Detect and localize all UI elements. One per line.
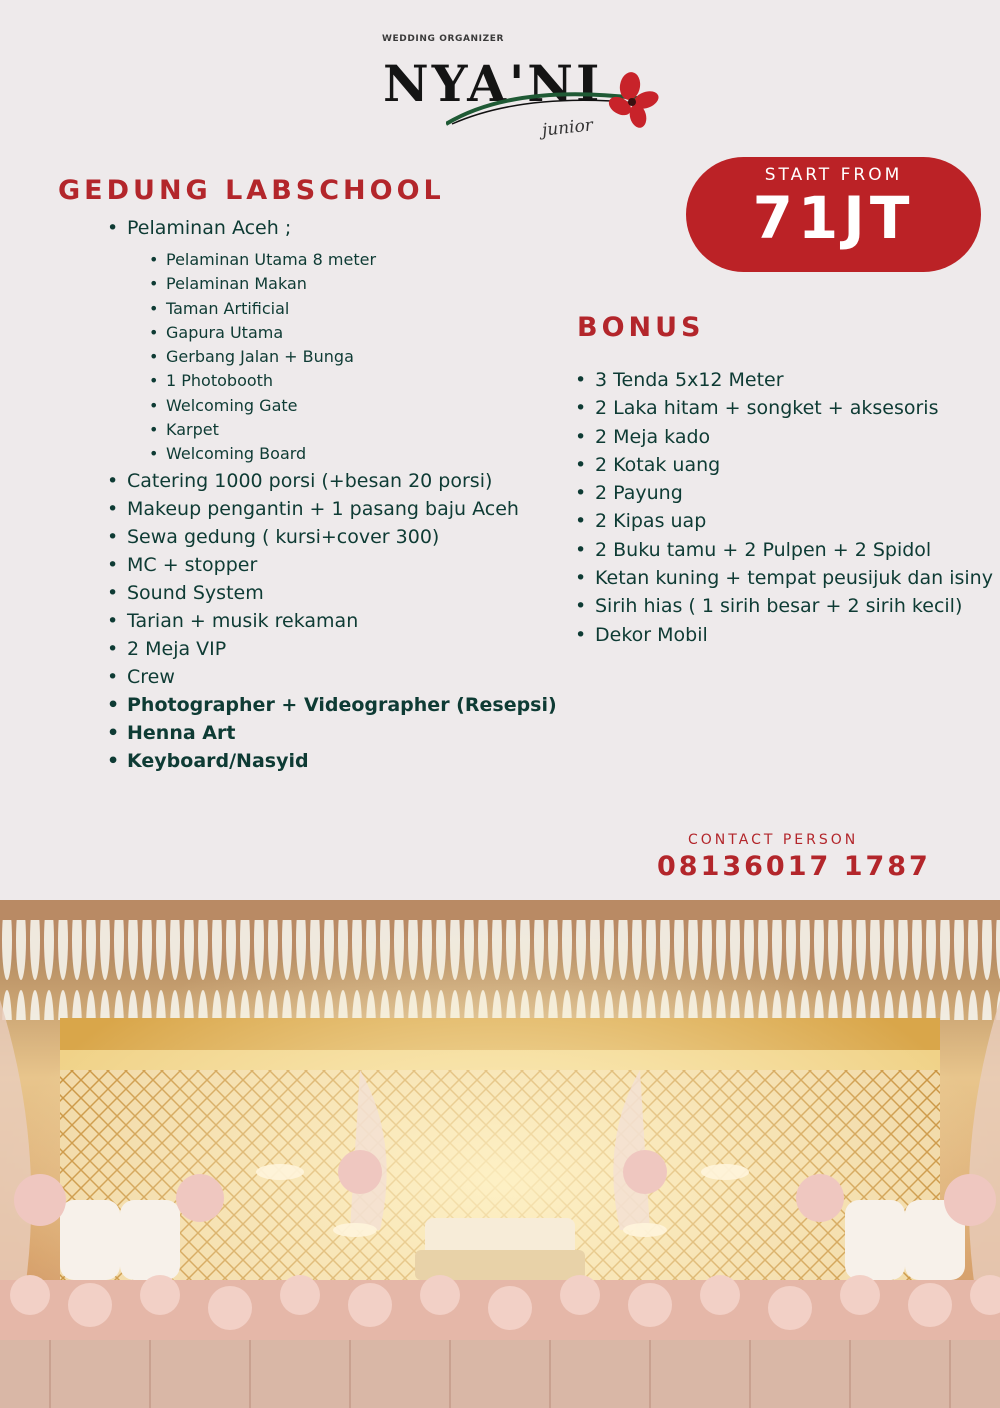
list-item: • 2 Meja kado bbox=[595, 423, 1000, 451]
list-item: • Dekor Mobil bbox=[595, 621, 1000, 649]
pelaminan-sublist bbox=[166, 248, 607, 467]
price-label: START FROM bbox=[764, 165, 903, 185]
list-item: • Pelaminan Utama 8 meter bbox=[166, 248, 607, 272]
list-item bbox=[127, 214, 607, 467]
list-item: • Sewa gedung ( kursi+cover 300) bbox=[127, 523, 607, 551]
list-item: • Catering 1000 porsi (+besan 20 porsi) bbox=[127, 467, 607, 495]
package-list bbox=[127, 214, 607, 775]
list-item: • MC + stopper bbox=[127, 551, 607, 579]
logo-tagline: WEDDING ORGANIZER bbox=[382, 34, 505, 44]
list-item: • Welcoming Board bbox=[166, 442, 607, 466]
wedding-decoration-photo bbox=[0, 900, 1000, 1408]
list-item: • Henna Art bbox=[127, 719, 607, 747]
list-item: • Taman Artificial bbox=[166, 297, 607, 321]
list-item: • Gerbang Jalan + Bunga bbox=[166, 345, 607, 369]
contact-number: 08136017 1787 bbox=[657, 851, 931, 882]
venue-title: GEDUNG LABSCHOOL bbox=[58, 175, 445, 206]
list-item: • Gapura Utama bbox=[166, 321, 607, 345]
list-item: • 3 Tenda 5x12 Meter bbox=[595, 366, 1000, 394]
list-item: • 2 Kipas uap bbox=[595, 507, 1000, 535]
list-item: • 2 Laka hitam + songket + aksesoris bbox=[595, 394, 1000, 422]
list-item: • 2 Kotak uang bbox=[595, 451, 1000, 479]
list-item: • Sirih hias ( 1 sirih besar + 2 sirih kecil) bbox=[595, 592, 1000, 620]
contact-label: CONTACT PERSON bbox=[688, 832, 859, 848]
list-item: • Keyboard/Nasyid bbox=[127, 747, 607, 775]
brand-logo: NYA'NI bbox=[383, 54, 603, 113]
list-item: • Photographer + Videographer (Resepsi) bbox=[127, 691, 607, 719]
list-item: • Pelaminan Makan bbox=[166, 272, 607, 296]
list-item: • Ketan kuning + tempat peusijuk dan isiny bbox=[595, 564, 1000, 592]
flower-logo-icon bbox=[598, 72, 660, 130]
list-item: • Makeup pengantin + 1 pasang baju Aceh bbox=[127, 495, 607, 523]
sub-brand: junior bbox=[541, 115, 594, 141]
pelaminan-label: Pelaminan Aceh ; bbox=[127, 217, 292, 239]
list-item: • 2 Meja VIP bbox=[127, 635, 607, 663]
bonus-list bbox=[595, 366, 1000, 649]
list-item: • Welcoming Gate bbox=[166, 394, 607, 418]
list-item: • 1 Photobooth bbox=[166, 369, 607, 393]
list-item: • Crew bbox=[127, 663, 607, 691]
list-item: • Karpet bbox=[166, 418, 607, 442]
list-item: • Tarian + musik rekaman bbox=[127, 607, 607, 635]
bonus-title: BONUS bbox=[577, 312, 705, 343]
price-badge bbox=[686, 157, 981, 272]
list-item: • 2 Payung bbox=[595, 479, 1000, 507]
list-item: • 2 Buku tamu + 2 Pulpen + 2 Spidol bbox=[595, 536, 1000, 564]
price-value: 71JT bbox=[752, 184, 915, 252]
list-item: • Sound System bbox=[127, 579, 607, 607]
